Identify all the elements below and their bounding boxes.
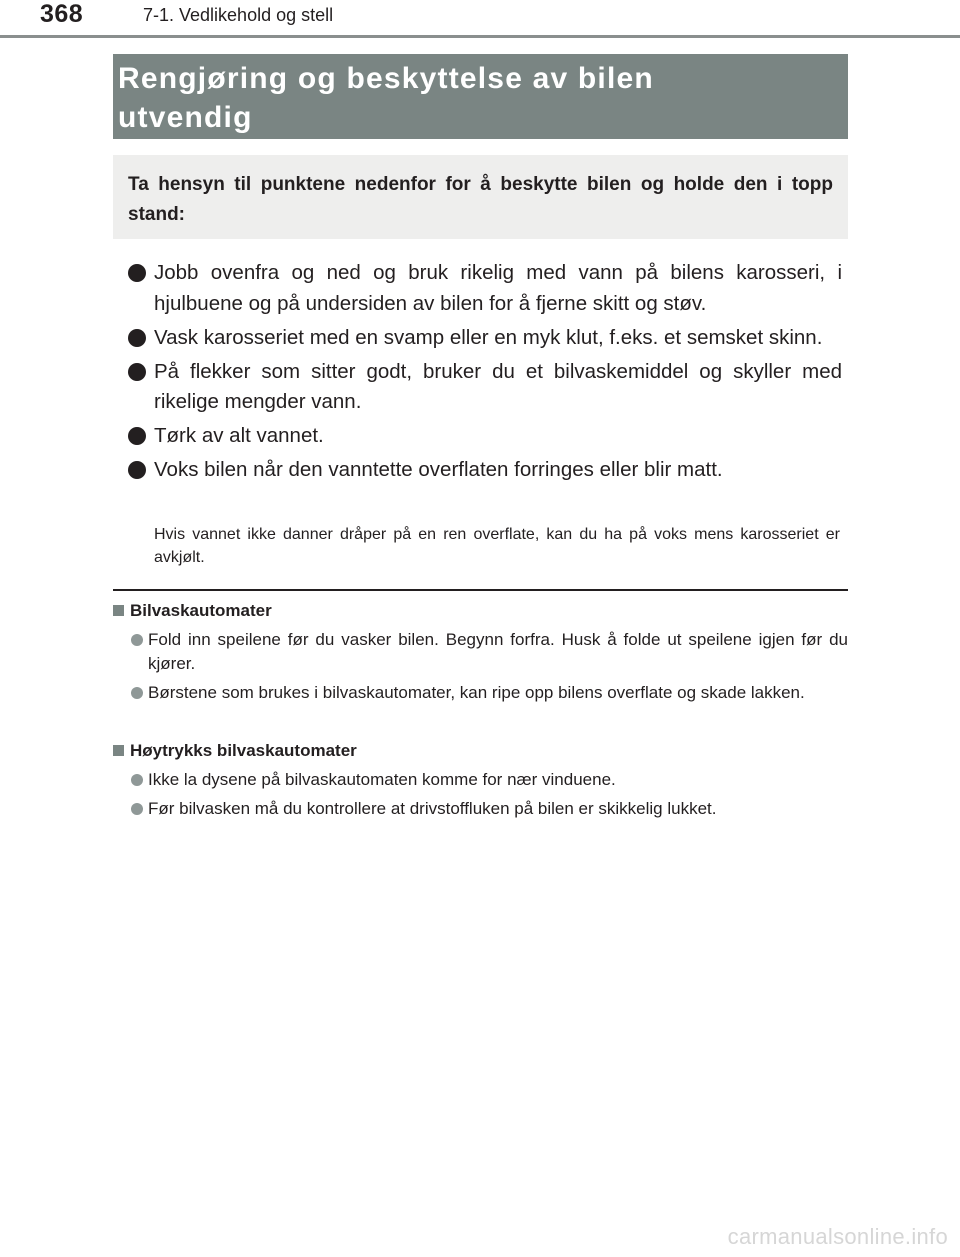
- section-title: [118, 59, 848, 137]
- list-item-text: Tørk av alt vannet.: [154, 424, 324, 447]
- section-heading-text: Bilvaskautomater: [130, 601, 272, 620]
- list-item-text: Ikke la dysene på bilvaskautomaten komme for nær vinduene.: [148, 770, 616, 789]
- section-heading-text: Høytrykks bilvaskautomater: [130, 741, 357, 760]
- list-item-text: Jobb ovenfra og ned og bruk rikelig med vann på bilens karosseri, i hjulbuene og på undersiden av bilen for å fjerne skitt og støv.: [154, 261, 842, 315]
- list-item: [128, 323, 842, 354]
- list-item-text: Vask karosseriet med en svamp eller en myk klut, f.eks. et semsket skinn.: [154, 325, 823, 349]
- page-number: 368: [40, 0, 84, 28]
- section-car-wash: [113, 599, 848, 705]
- page-header: [0, 0, 960, 40]
- bullet-icon: [131, 803, 143, 815]
- list-item-text: Voks bilen når den vanntette overflaten forringes eller blir matt.: [154, 458, 723, 481]
- list-item-text: Fold inn speilene før du vasker bilen. Begynn forfra. Husk å folde ut speilene igjen før du kjører.: [148, 630, 848, 673]
- chapter-title: 7-1. Vedlikehold og stell: [143, 5, 334, 25]
- list-item: [113, 797, 848, 821]
- watermark: carmanualsonline.info: [727, 1224, 948, 1249]
- list-item-text: Før bilvasken må du kontrollere at drivstoffluken på bilen er skikkelig lukket.: [148, 799, 717, 818]
- list-item: [128, 421, 842, 452]
- header-divider: [0, 35, 960, 38]
- list-item-text: Børstene som brukes i bilvaskautomater, kan ripe opp bilens overflate og skade lakken.: [148, 683, 805, 702]
- intro-box: [113, 155, 848, 239]
- list-item: [128, 455, 842, 486]
- bullet-icon: [131, 634, 143, 646]
- section-heading: [113, 599, 848, 623]
- bullet-icon: [128, 461, 146, 479]
- section-title-line-1: Rengjøring og beskyttelse av bilen: [118, 62, 654, 95]
- list-item: [113, 681, 848, 705]
- section-title-banner: [113, 54, 848, 139]
- list-item: [113, 768, 848, 792]
- bullet-icon: [131, 774, 143, 786]
- section-heading: [113, 739, 848, 763]
- square-bullet-icon: [113, 745, 124, 756]
- main-bullet-list: [128, 258, 842, 489]
- bullet-icon: [128, 427, 146, 445]
- intro-text: Ta hensyn til punktene nedenfor for å beskytte bilen og holde den i topp stand:: [128, 174, 833, 225]
- bullet-icon: [128, 264, 146, 282]
- wax-note: Hvis vannet ikke danner dråper på en ren overflate, kan du ha på voks mens karosseriet er avkjølt.: [154, 526, 840, 566]
- list-item: [128, 258, 842, 319]
- list-item: [113, 628, 848, 676]
- list-item: [128, 357, 842, 418]
- bullet-icon: [131, 687, 143, 699]
- square-bullet-icon: [113, 605, 124, 616]
- list-item-text: På flekker som sitter godt, bruker du et bilvaskemiddel og skyller med rikelige mengder vann.: [154, 359, 842, 413]
- section-divider: [113, 589, 848, 591]
- section-high-pressure-wash: [113, 739, 848, 821]
- bullet-icon: [128, 363, 146, 381]
- bullet-icon: [128, 329, 146, 347]
- section-title-line-2: utvendig: [118, 101, 253, 134]
